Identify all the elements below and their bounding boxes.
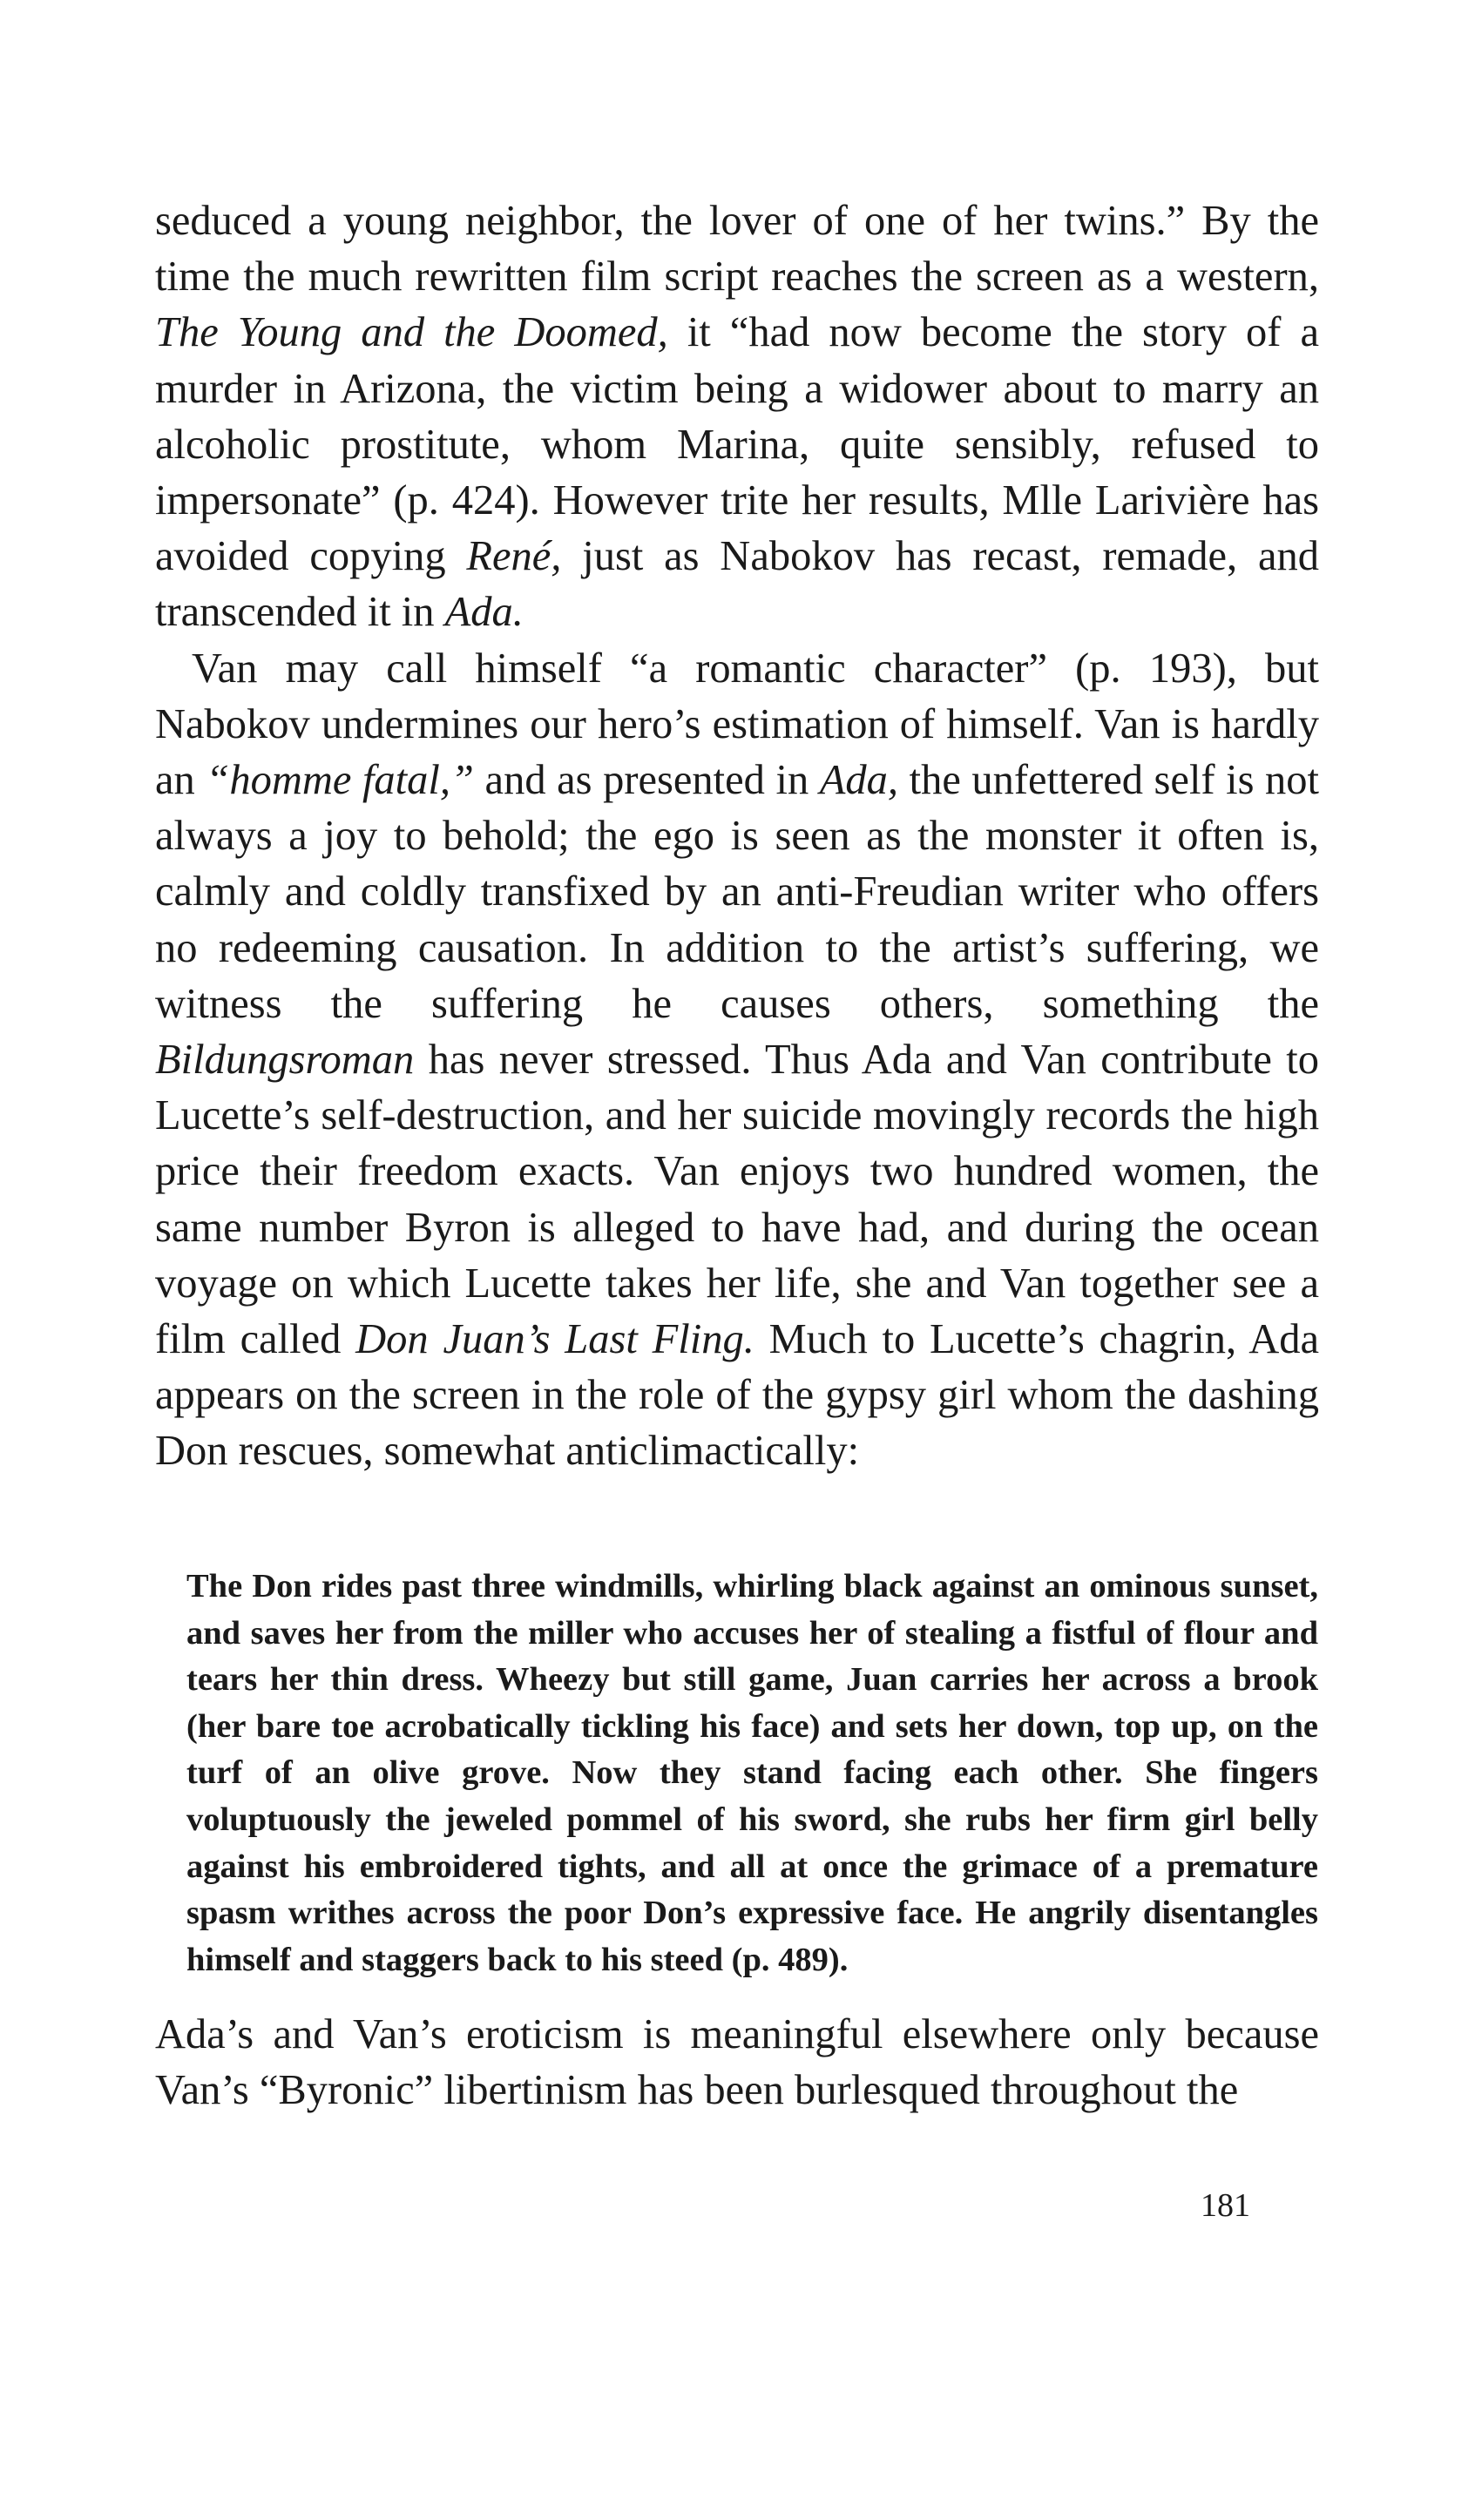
- paragraph-2: [155, 641, 1319, 1480]
- paragraph-1-text: just as Nabokov has recast, remade, and transcended it in: [155, 533, 1319, 636]
- page-number: 181: [1201, 2187, 1250, 2224]
- paragraph-2-text: the unfettered self is not always a joy to behold; the ego is seen as the monster it often is, calmly and coldly transfixed by an anti-Freudian writer who offers no redeeming causation. In addition to the artist’s suffering, we witness the suffering he causes others, something the: [155, 757, 1320, 1027]
- ada-title-italic: Ada.: [444, 589, 524, 636]
- film-title-italic: The Young and the Doomed,: [155, 309, 668, 356]
- paragraph-1-text: seduced a young neighbor, the lover of one of her twins.” By the time the much rewritten film script reaches the screen as a western,: [155, 198, 1319, 301]
- body-text: [155, 193, 1319, 1480]
- rene-title-italic: René,: [466, 533, 562, 580]
- paragraph-2-text: Much to Lucette’s chagrin, Ada appears on the screen in the role of the gypsy girl whom the dashing Don rescues, somewhat anticlimactically:: [155, 1316, 1319, 1475]
- block-quote: The Don rides past three windmills, whirling black against an ominous sunset, and saves her from the miller who accuses her of stealing a fistful of flour and tears her thin dress. Wheezy but still game, Juan carries her across a brook (her bare toe acrobatically tickling his face) and sets her down, top up, on the turf of an olive grove. Now they stand facing each other. She fingers voluptuously the jeweled pommel of his sword, she rubs her firm girl belly against his embroidered tights, and all at once the grimace of a premature spasm writhes across the poor Don’s expressive face. He angrily disentangles himself and staggers back to his steed (p. 489).: [186, 1568, 1318, 1978]
- paragraph-2-text: Van may call himself “a romantic character” (p. 193), but Nabokov undermines our hero’s estimation of himself. Van is hardly an: [155, 645, 1319, 804]
- paragraph-2-text: and as presented in: [473, 757, 820, 804]
- film-title-italic: Don Juan’s Last Fling.: [355, 1316, 754, 1363]
- bildungsroman-italic: Bildungsroman: [155, 1037, 415, 1084]
- paragraph-2-text: has never stressed. Thus Ada and Van contribute to Lucette’s self-destruction, and her suicide movingly records the high price their freedom exacts. Van enjoys two hundred women, the same number Byron is alleged to have had, and during the ocean voyage on which Lucette takes her life, she and Van together see a film called: [155, 1037, 1319, 1363]
- ada-title-italic: Ada,: [819, 757, 899, 804]
- paragraph-1: [155, 193, 1319, 641]
- closing-paragraph: Ada’s and Van’s eroticism is meaningful elsewhere only because Van’s “Byronic” libertinism has been burlesqued throughout the: [155, 2011, 1319, 2114]
- paragraph-1-text: it “had now become the story of a murder in Arizona, the victim being a widower about to marry an alcoholic prostitute, whom Marina, quite sensibly, refused to impersonate” (p. 424). However trite her results, Mlle Larivière has avoided copying: [155, 309, 1319, 580]
- homme-fatal-italic: “homme fatal,”: [206, 757, 474, 804]
